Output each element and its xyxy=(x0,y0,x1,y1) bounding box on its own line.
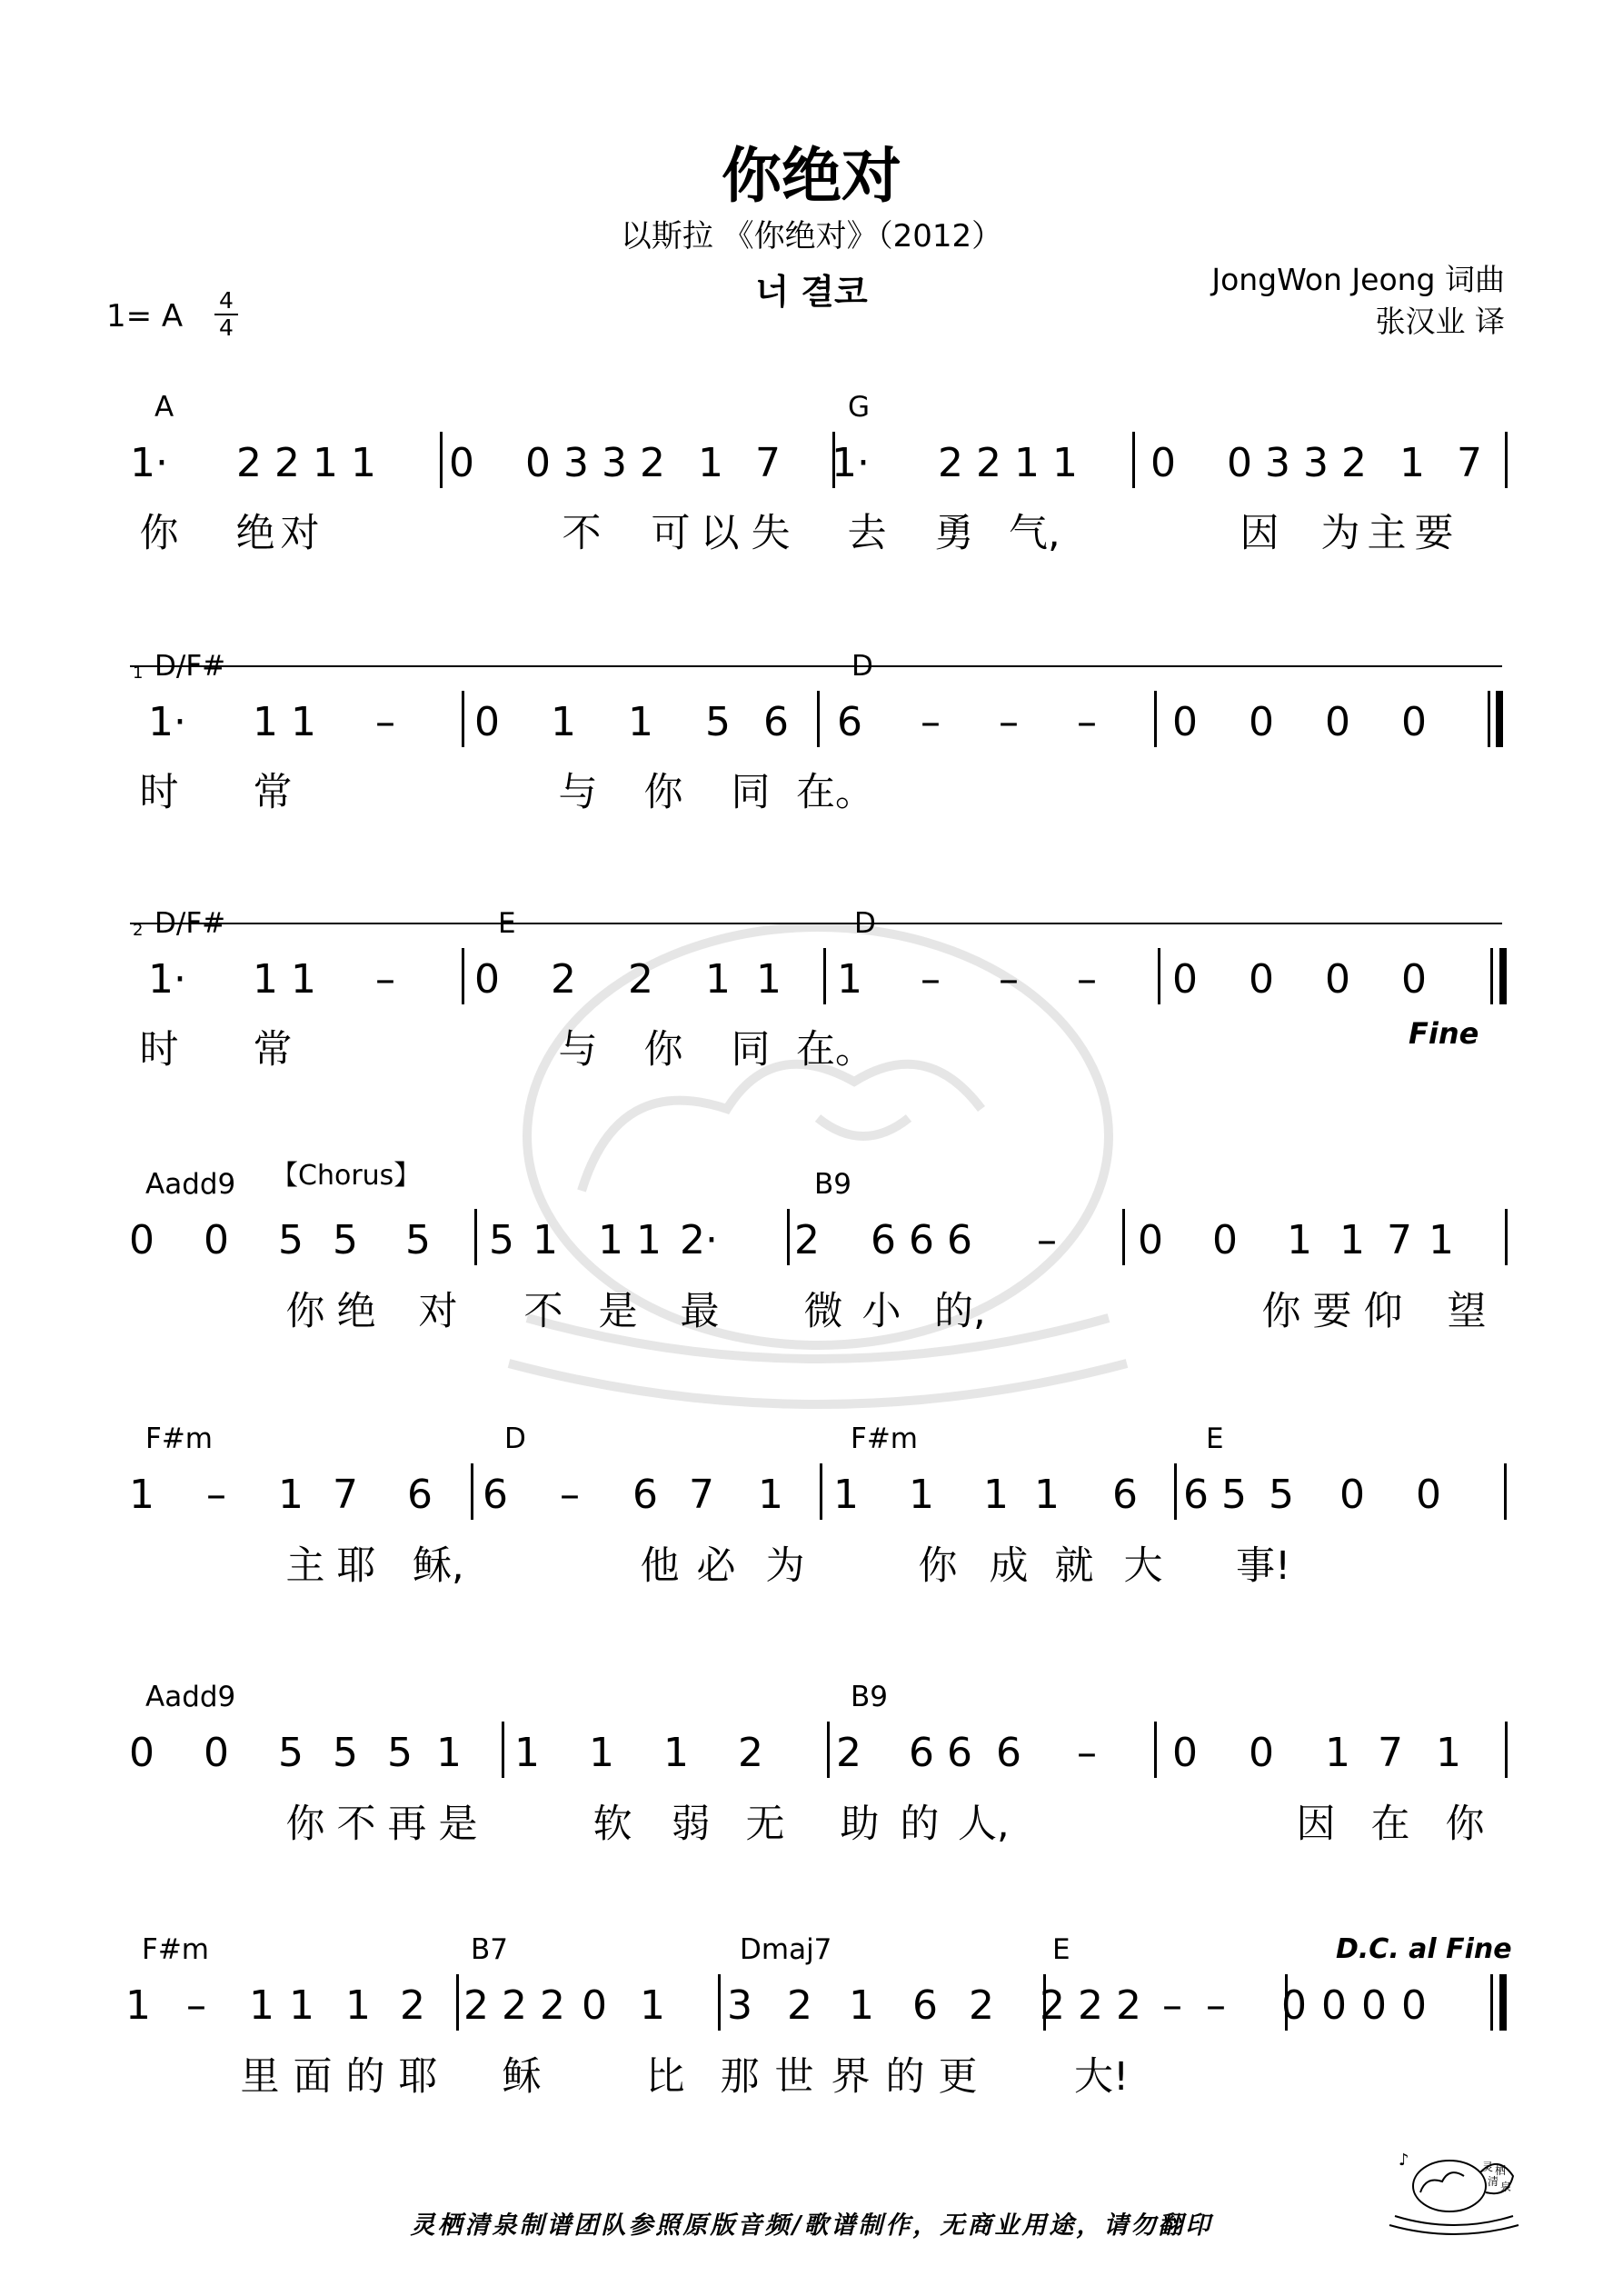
jianpu-note: 2 xyxy=(640,440,665,486)
lyric-syllable: 世 xyxy=(774,2054,814,2100)
bar-line xyxy=(718,1974,721,2031)
jianpu-note: – xyxy=(921,956,941,1003)
jianpu-note: 0 xyxy=(582,1982,607,2029)
jianpu-note: 6 xyxy=(632,1472,658,1518)
lyric-syllable: 绝 xyxy=(235,511,275,556)
korean-title: 너 결코 xyxy=(755,272,868,312)
jianpu-note: 3 xyxy=(602,440,627,486)
translator-credit: 张汉业 译 xyxy=(1375,304,1505,339)
chord-label: F#m xyxy=(851,1423,919,1455)
jianpu-note: 0 xyxy=(525,440,551,486)
jianpu-note: 2 xyxy=(794,1217,820,1263)
lyric-syllable: 你 xyxy=(643,1027,683,1073)
score-line-4 xyxy=(0,1153,1623,1334)
jianpu-note: 0 xyxy=(1249,956,1274,1003)
jianpu-note: 2 xyxy=(463,1982,489,2029)
bar-line xyxy=(1158,948,1160,1004)
jianpu-note: 1 xyxy=(1399,440,1425,486)
dc-al-fine-marker: D.C. al Fine xyxy=(1336,1933,1512,1965)
bar-line xyxy=(823,948,826,1004)
jianpu-note: 1 xyxy=(514,1730,540,1776)
lyric-syllable: 里 xyxy=(240,2054,280,2100)
lyric-syllable: 必 xyxy=(696,1543,736,1589)
chord-label: Dmaj7 xyxy=(740,1933,832,1966)
lyric-syllable: 是 xyxy=(438,1802,478,1847)
logo-char: 灵 xyxy=(1482,2161,1494,2173)
jianpu-note: 1 xyxy=(278,1472,304,1518)
jianpu-note: 3 xyxy=(563,440,589,486)
jianpu-note: 2 xyxy=(976,440,1001,486)
jianpu-note: 1 xyxy=(909,1472,934,1518)
lyric-syllable: 最 xyxy=(680,1289,720,1334)
jianpu-note: 6 xyxy=(871,1217,896,1263)
chord-label: F#m xyxy=(142,1933,210,1966)
jianpu-note: – xyxy=(999,956,1019,1003)
lyric-syllable: 以 xyxy=(700,511,740,556)
jianpu-note: – xyxy=(375,956,395,1003)
jianpu-note: 5 xyxy=(333,1217,358,1263)
jianpu-note: 2 xyxy=(787,1982,812,2029)
bar-line xyxy=(502,1722,504,1778)
score-line-2 xyxy=(0,650,1623,832)
jianpu-note: 1 xyxy=(1429,1217,1454,1263)
lyric-syllable: 因 xyxy=(1240,511,1279,556)
jianpu-note: 6 xyxy=(1112,1472,1138,1518)
jianpu-note: 1· xyxy=(148,699,186,745)
jianpu-note: – xyxy=(375,699,395,745)
jianpu-note: 0 xyxy=(1172,699,1198,745)
lyric-syllable: 时 xyxy=(139,1027,179,1073)
jianpu-note: 1 xyxy=(663,1730,689,1776)
lyric-syllable: 稣 xyxy=(502,2054,542,2100)
lyric-syllable: 你 xyxy=(643,770,683,815)
lyric-syllable: 气, xyxy=(1009,511,1060,556)
time-signature-bottom: 4 xyxy=(219,314,234,341)
jianpu-note: 1 xyxy=(833,1472,859,1518)
jianpu-note: 6 xyxy=(837,699,862,745)
jianpu-note: 6 xyxy=(483,1472,508,1518)
lyric-syllable: 的 xyxy=(885,2054,925,2100)
jianpu-note: 0 xyxy=(1325,699,1350,745)
jianpu-note: 0 xyxy=(1281,1982,1307,2029)
lyric-syllable: 望 xyxy=(1447,1289,1487,1334)
lyric-syllable: 的 xyxy=(345,2054,385,2100)
jianpu-note: 6 xyxy=(947,1217,972,1263)
score-line-6 xyxy=(0,1665,1623,1847)
jianpu-note: 7 xyxy=(1387,1217,1412,1263)
lyric-syllable: 耶 xyxy=(398,2054,438,2100)
lyric-syllable: 不 xyxy=(562,511,602,556)
jianpu-note: 5 xyxy=(278,1730,304,1776)
final-bar xyxy=(1499,948,1507,1004)
lyric-syllable: 软 xyxy=(592,1802,632,1847)
lyric-syllable: 比 xyxy=(645,2054,685,2100)
time-signature-top: 4 xyxy=(219,287,234,314)
bar-line xyxy=(1490,948,1493,1004)
lyric-syllable: 同 xyxy=(731,1027,771,1073)
volta-number: 1 xyxy=(133,664,144,683)
chord-label: E xyxy=(1206,1423,1224,1455)
jianpu-note: 0 xyxy=(1150,440,1176,486)
jianpu-note: 0 xyxy=(1227,440,1252,486)
lyric-syllable: 耶 xyxy=(336,1543,376,1589)
jianpu-note: 3 xyxy=(1303,440,1329,486)
lyric-syllable: 小 xyxy=(861,1289,901,1334)
lyric-syllable: 人, xyxy=(958,1802,1010,1847)
chord-label: D/F# xyxy=(154,907,226,940)
lyric-syllable: 同 xyxy=(731,770,771,815)
lyric-syllable: 为 xyxy=(1320,511,1360,556)
jianpu-note: 1 xyxy=(1014,440,1040,486)
jianpu-note: 1 xyxy=(351,440,376,486)
jianpu-note: 2 xyxy=(1116,1982,1141,2029)
jianpu-note: 0 xyxy=(1138,1217,1163,1263)
lyric-syllable: 常 xyxy=(253,770,293,815)
jianpu-note: 1 xyxy=(291,956,316,1003)
lyric-syllable: 主 xyxy=(285,1543,325,1589)
lyric-syllable: 与 xyxy=(558,770,598,815)
jianpu-note: 1 xyxy=(253,699,278,745)
lyric-syllable: 为 xyxy=(765,1543,805,1589)
bar-line xyxy=(1122,1209,1125,1265)
fine-marker: Fine xyxy=(1409,1016,1479,1051)
lyric-syllable: 面 xyxy=(293,2054,333,2100)
lyric-syllable: 更 xyxy=(938,2054,978,2100)
jianpu-note: 0 xyxy=(1172,1730,1198,1776)
volta-bracket xyxy=(130,665,1502,667)
jianpu-note: 7 xyxy=(689,1472,714,1518)
jianpu-note: 0 xyxy=(1401,956,1427,1003)
jianpu-note: 2 xyxy=(738,1730,763,1776)
jianpu-note: 3 xyxy=(727,1982,752,2029)
lyric-syllable: 去 xyxy=(847,511,887,556)
jianpu-note: 2 xyxy=(628,956,653,1003)
lyric-syllable: 勇 xyxy=(934,511,974,556)
jianpu-note: 1 xyxy=(436,1730,462,1776)
jianpu-note: 2 xyxy=(236,440,262,486)
chord-label: D xyxy=(504,1423,526,1455)
jianpu-note: 1 xyxy=(125,1982,151,2029)
chord-label: E xyxy=(1052,1933,1070,1966)
jianpu-note: 0 xyxy=(1361,1982,1387,2029)
jianpu-note: 0 xyxy=(1212,1217,1238,1263)
jianpu-note: 1 xyxy=(756,956,782,1003)
jianpu-note: 1 xyxy=(1436,1730,1461,1776)
jianpu-note: 2 xyxy=(540,1982,565,2029)
jianpu-note: 1 xyxy=(636,1217,662,1263)
bar-line xyxy=(827,1722,830,1778)
jianpu-note: 1 xyxy=(705,956,731,1003)
lyric-syllable: 你 xyxy=(1445,1802,1485,1847)
lyric-syllable: 对 xyxy=(418,1289,458,1334)
bar-line xyxy=(1505,432,1508,488)
jianpu-note: 2 xyxy=(1078,1982,1103,2029)
jianpu-note: 5 xyxy=(489,1217,514,1263)
lamb-logo-icon xyxy=(1386,2145,1522,2236)
bar-line xyxy=(474,1209,477,1265)
jianpu-note: 0 xyxy=(204,1217,229,1263)
jianpu-note: 0 xyxy=(1321,1982,1347,2029)
song-subtitle: 以斯拉 《你绝对》（2012） xyxy=(620,218,1003,255)
jianpu-note: 1 xyxy=(1034,1472,1060,1518)
jianpu-note: 0 xyxy=(1172,956,1198,1003)
score-line-3 xyxy=(0,907,1623,1089)
lyric-syllable: 你 xyxy=(918,1543,958,1589)
chord-label: G xyxy=(848,391,871,424)
bar-line xyxy=(1154,1722,1157,1778)
jianpu-note: 0 xyxy=(1401,1982,1427,2029)
jianpu-note: 1 xyxy=(589,1730,614,1776)
jianpu-note: 5 xyxy=(1221,1472,1247,1518)
jianpu-note: 2 xyxy=(274,440,300,486)
jianpu-note: 1· xyxy=(831,440,870,486)
lyric-syllable: 再 xyxy=(387,1802,427,1847)
jianpu-note: 1 xyxy=(598,1217,623,1263)
lyric-syllable: 他 xyxy=(640,1543,680,1589)
chord-label: D/F# xyxy=(154,650,226,683)
score-line-1 xyxy=(0,391,1623,573)
lyric-syllable: 大 xyxy=(1123,1543,1163,1589)
bar-line xyxy=(440,432,443,488)
bar-line xyxy=(820,1463,822,1520)
chord-label: A xyxy=(154,391,174,424)
jianpu-note: 0 xyxy=(129,1217,154,1263)
svg-text:♪: ♪ xyxy=(1399,2151,1409,2170)
jianpu-note: 6 xyxy=(763,699,789,745)
lyric-syllable: 在。 xyxy=(796,1027,874,1073)
jianpu-note: 1 xyxy=(551,699,576,745)
lyric-syllable: 大! xyxy=(1074,2054,1130,2100)
jianpu-note: 6 xyxy=(947,1730,972,1776)
footer-copyright: 灵栖清泉制谱团队参照原版音频/歌谱制作，无商业用途，请勿翻印 xyxy=(410,2211,1213,2240)
lyric-syllable: 不 xyxy=(336,1802,376,1847)
jianpu-note: 1 xyxy=(345,1982,371,2029)
jianpu-note: 6 xyxy=(909,1730,934,1776)
lyric-syllable: 因 xyxy=(1296,1802,1336,1847)
lyric-syllable: 界 xyxy=(831,2054,871,2100)
jianpu-note: 5 xyxy=(405,1217,431,1263)
lyric-syllable: 主 xyxy=(1367,511,1407,556)
repeat-end-bar xyxy=(1496,691,1503,747)
lyric-syllable: 不 xyxy=(523,1289,563,1334)
jianpu-note: 1 xyxy=(1325,1730,1350,1776)
bar-line xyxy=(1504,1463,1507,1520)
jianpu-note: 2· xyxy=(680,1217,718,1263)
bar-line xyxy=(1488,691,1490,747)
key-signature: 1= A xyxy=(106,298,184,334)
lyric-syllable: 常 xyxy=(253,1027,293,1073)
lyric-syllable: 在。 xyxy=(796,770,874,815)
jianpu-note: 3 xyxy=(1265,440,1290,486)
lyric-syllable: 可 xyxy=(651,511,691,556)
jianpu-note: 6 xyxy=(1183,1472,1209,1518)
lyric-syllable: 对 xyxy=(280,511,320,556)
jianpu-note: 0 xyxy=(449,440,474,486)
lyric-syllable: 无 xyxy=(745,1802,785,1847)
jianpu-note: – xyxy=(1077,956,1097,1003)
lyric-syllable: 在 xyxy=(1370,1802,1410,1847)
lyric-syllable: 的, xyxy=(934,1289,986,1334)
jianpu-note: 0 xyxy=(1416,1472,1441,1518)
jianpu-note: 1 xyxy=(1339,1217,1365,1263)
lyric-syllable: 助 xyxy=(840,1802,880,1847)
chord-label: D xyxy=(854,907,876,940)
bar-line xyxy=(462,948,464,1004)
lyric-syllable: 失 xyxy=(751,511,791,556)
lyric-syllable: 稣, xyxy=(413,1543,464,1589)
bar-line xyxy=(462,691,464,747)
jianpu-note: – xyxy=(1077,699,1097,745)
jianpu-note: 1 xyxy=(849,1982,874,2029)
final-bar xyxy=(1499,1974,1507,2031)
bar-line xyxy=(1505,1722,1508,1778)
jianpu-note: 1 xyxy=(758,1472,783,1518)
bar-line xyxy=(1490,1974,1493,2031)
bar-line xyxy=(1174,1463,1177,1520)
jianpu-note: 1 xyxy=(313,440,338,486)
lyric-syllable: 仰 xyxy=(1363,1289,1403,1334)
jianpu-note: 6 xyxy=(909,1217,934,1263)
lyric-syllable: 时 xyxy=(139,770,179,815)
jianpu-note: – xyxy=(560,1472,580,1518)
jianpu-note: 1 xyxy=(533,1217,558,1263)
jianpu-note: – xyxy=(186,1982,206,2029)
jianpu-note: – xyxy=(206,1472,226,1518)
lyric-syllable: 要 xyxy=(1312,1289,1352,1334)
song-title: 你绝对 xyxy=(722,141,901,211)
lyric-syllable: 是 xyxy=(598,1289,638,1334)
chord-label: B9 xyxy=(814,1168,851,1201)
jianpu-note: 1 xyxy=(698,440,723,486)
lyric-syllable: 你 xyxy=(285,1802,325,1847)
jianpu-note: 5 xyxy=(1269,1472,1294,1518)
jianpu-note: 5 xyxy=(278,1217,304,1263)
jianpu-note: 1 xyxy=(291,699,316,745)
bar-line xyxy=(1132,432,1135,488)
jianpu-note: 1 xyxy=(837,956,862,1003)
jianpu-note: – xyxy=(999,699,1019,745)
jianpu-note: 2 xyxy=(551,956,576,1003)
bar-line xyxy=(1154,691,1157,747)
jianpu-note: 2 xyxy=(1341,440,1367,486)
lyric-syllable: 绝 xyxy=(336,1289,376,1334)
jianpu-note: 0 xyxy=(1401,699,1427,745)
lyric-syllable: 微 xyxy=(803,1289,843,1334)
volta-number: 2 xyxy=(133,921,144,940)
jianpu-note: 1 xyxy=(249,1982,274,2029)
jianpu-note: 1· xyxy=(148,956,186,1003)
jianpu-note: 1· xyxy=(130,440,168,486)
jianpu-note: 2 xyxy=(400,1982,425,2029)
jianpu-note: 1 xyxy=(253,956,278,1003)
lyric-syllable: 的 xyxy=(900,1802,940,1847)
lyric-syllable: 那 xyxy=(720,2054,760,2100)
chord-label: Aadd9 xyxy=(145,1681,236,1713)
jianpu-note: 7 xyxy=(1457,440,1482,486)
jianpu-note: 1 xyxy=(983,1472,1009,1518)
jianpu-note: 6 xyxy=(996,1730,1021,1776)
jianpu-note: 2 xyxy=(938,440,963,486)
bar-line xyxy=(1505,1209,1508,1265)
chord-label: B9 xyxy=(851,1681,888,1713)
lyric-syllable: 就 xyxy=(1054,1543,1094,1589)
logo-char: 清 xyxy=(1488,2175,1499,2188)
jianpu-note: 5 xyxy=(387,1730,413,1776)
jianpu-note: 0 xyxy=(1325,956,1350,1003)
jianpu-note: – xyxy=(1206,1982,1226,2029)
chorus-label: 【Chorus】 xyxy=(271,1160,422,1192)
jianpu-note: 2 xyxy=(836,1730,861,1776)
bar-line xyxy=(471,1463,473,1520)
jianpu-note: 0 xyxy=(129,1730,154,1776)
bar-line xyxy=(817,691,820,747)
jianpu-note: 7 xyxy=(1378,1730,1403,1776)
jianpu-note: – xyxy=(921,699,941,745)
jianpu-note: 1 xyxy=(640,1982,665,2029)
jianpu-note: 1 xyxy=(628,699,653,745)
jianpu-note: 5 xyxy=(705,699,731,745)
lyric-syllable: 要 xyxy=(1414,511,1454,556)
jianpu-note: 1 xyxy=(1287,1217,1312,1263)
jianpu-note: 2 xyxy=(1040,1982,1065,2029)
logo-char: 泉 xyxy=(1500,2181,1512,2193)
jianpu-note: 5 xyxy=(333,1730,358,1776)
score-line-7 xyxy=(0,1918,1623,2100)
jianpu-note: 2 xyxy=(969,1982,994,2029)
jianpu-note: – xyxy=(1037,1217,1057,1263)
chord-label: Aadd9 xyxy=(145,1168,236,1201)
jianpu-note: 0 xyxy=(1249,699,1274,745)
jianpu-note: 6 xyxy=(912,1982,938,2029)
lyric-syllable: 事! xyxy=(1236,1543,1291,1589)
jianpu-note: – xyxy=(1077,1730,1097,1776)
lyric-syllable: 你 xyxy=(285,1289,325,1334)
jianpu-note: 1 xyxy=(129,1472,154,1518)
jianpu-note: 6 xyxy=(407,1472,433,1518)
lyric-syllable: 你 xyxy=(139,511,179,556)
lyric-syllable: 与 xyxy=(558,1027,598,1073)
lyric-syllable: 弱 xyxy=(671,1802,711,1847)
jianpu-note: 7 xyxy=(755,440,781,486)
jianpu-note: 0 xyxy=(1249,1730,1274,1776)
jianpu-note: 1 xyxy=(1052,440,1078,486)
chord-label: B7 xyxy=(471,1933,508,1966)
composer-credit: JongWon Jeong 词曲 xyxy=(1211,262,1505,297)
jianpu-note: – xyxy=(1162,1982,1182,2029)
logo-char: 栖 xyxy=(1495,2164,1507,2177)
jianpu-note: 0 xyxy=(474,699,500,745)
lyric-syllable: 你 xyxy=(1261,1289,1301,1334)
lyric-syllable: 成 xyxy=(989,1543,1029,1589)
chord-label: E xyxy=(498,907,516,940)
volta-bracket xyxy=(130,923,1502,924)
jianpu-note: 0 xyxy=(204,1730,229,1776)
score-line-5 xyxy=(0,1407,1623,1589)
jianpu-note: 0 xyxy=(474,956,500,1003)
time-signature xyxy=(214,289,238,340)
jianpu-note: 1 xyxy=(289,1982,314,2029)
chord-label: F#m xyxy=(145,1423,214,1455)
chord-label: D xyxy=(851,650,873,683)
jianpu-note: 7 xyxy=(333,1472,358,1518)
jianpu-note: 0 xyxy=(1339,1472,1365,1518)
jianpu-note: 2 xyxy=(502,1982,527,2029)
